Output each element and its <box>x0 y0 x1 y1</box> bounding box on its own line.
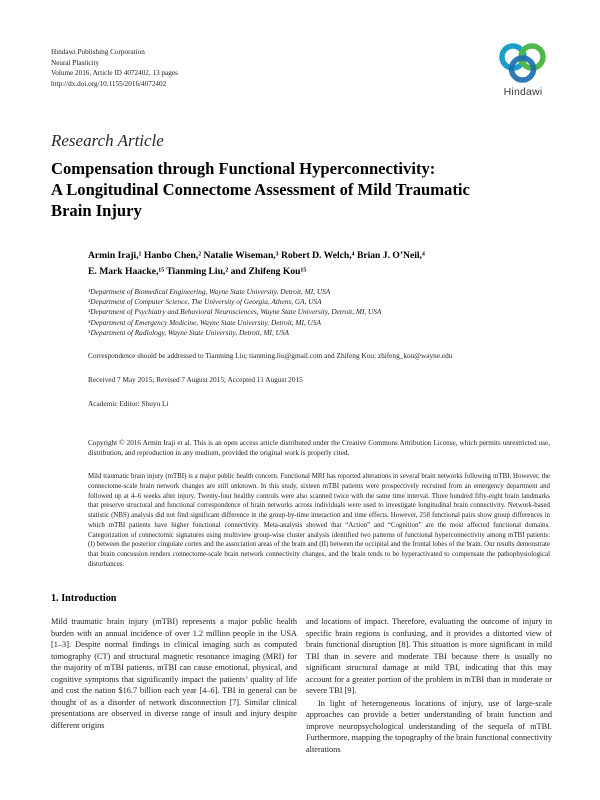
hindawi-logo <box>492 40 554 98</box>
volume-info: Volume 2016, Article ID 4072402, 13 pages <box>51 69 178 77</box>
title-line: Compensation through Functional Hyperconnectivity: <box>51 159 436 178</box>
journal-name: Neural Plasticity <box>51 58 100 67</box>
received-dates: Received 7 May 2015; Revised 7 August 2015; Accepted 11 August 2015 <box>88 375 303 384</box>
title-line: Brain Injury <box>51 201 142 220</box>
academic-editor: Academic Editor: Shuyu Li <box>88 399 169 408</box>
body-paragraph: In light of heterogeneous locations of injury, use of large-scale approaches can provide a better understanding of brain function and improve neuropsychological understanding of the sequela of mTBI. Furthermore, mapping the topography of the brain functional connectivity alterations <box>306 698 552 754</box>
affiliation-list <box>88 287 548 338</box>
author-list <box>88 248 558 279</box>
affiliation-item: ³Department of Psychiatry and Behavioral Neurosciences, Wayne State University, Detroit, MI, USA <box>88 307 382 317</box>
affiliation-item: ¹Department of Biomedical Engineering, Wayne State University, Detroit, MI, USA <box>88 287 331 296</box>
affiliation-item: ⁵Department of Radiology, Wayne State University, Detroit, MI, USA <box>88 327 290 337</box>
affiliation-item: ²Department of Computer Science, The University of Georgia, Athens, GA, USA <box>88 297 322 307</box>
affiliation-item: ⁴Department of Emergency Medicine, Wayne State University, Detroit, MI, USA <box>88 317 321 327</box>
article-type: Research Article <box>51 131 164 150</box>
section-heading: 1. Introduction <box>51 593 117 604</box>
author-line: Armin Iraji,¹ Hanbo Chen,² Natalie Wiseman,³ Robert D. Welch,⁴ Brian J. O’Neil,⁴ <box>88 250 425 261</box>
logo-text: Hindawi <box>503 86 543 98</box>
title-line: A Longitudinal Connectome Assessment of Mild Traumatic <box>51 180 470 199</box>
doi-link[interactable]: http://dx.doi.org/10.1155/2016/4072402 <box>51 79 167 88</box>
copyright-notice: Copyright © 2016 Armin Iraji et al. This is an open access article distributed under the Creative Commons Attribution License, which permits unrestricted use, distribution, and reproduction in any medium, provided the original work is properly cited. <box>88 439 550 457</box>
body-column-left <box>51 616 297 731</box>
paper-title <box>51 158 541 221</box>
author-line: E. Mark Haacke,¹⁵ Tianming Liu,² and Zhifeng Kou¹⁵ <box>88 265 307 277</box>
abstract: Mild traumatic brain injury (mTBI) is a major public health concern. Functional MRI has reported alterations in several brain networks following mTBI. However, the connectome-scale brain network changes are still unknown. In this study, sixteen mTBI patients were prospectively recruited from an emergency department and followed up at 4–6 weeks after injury. Twenty-four healthy controls were also scanned twice with the same time interval. Three hundred fifty-eight brain landmarks that preserve structural and functional correspondence of brain networks across individuals were used to investigate longitudinal brain connectivity. Network-based statistic (NBS) analysis did not find significant difference in the group-by-time interaction and time effects. However, 258 functional pairs show group differences in which mTBI patients have higher functional connectivity. Meta-analysis showed that “Action” and “Cognition” are the most affected functional domains. Categorization of connectomic signatures using multiview group-wise cluster analysis identified two patterns of functional hyperconnectivity among mTBI patients: (I) between the posterior cingulate cortex and the association areas of the brain and (II) between the occipital and the frontal lobes of the brain. Our results demonstrate that brain concussion renders connectome-scale brain network connectivity changes, and the brain tends to be hyperactivated to compensate the pathophysiological disturbances. <box>88 473 550 568</box>
correspondence: Correspondence should be addressed to Tianming Liu; tianming.liu@gmail.com and Zhifeng Kou; zhifeng_kou@wayne.edu <box>88 351 453 360</box>
publisher-name: Hindawi Publishing Corporation <box>51 48 145 56</box>
body-paragraph: and locations of impact. Therefore, evaluating the outcome of injury in specific brain regions is confusing, and it provides a distorted view of brain functional disruption [8]. This situation is more significant in mild TBI than in severe and moderate TBI because there is usually no significant structural damage at mild TBI, indicating that this may account for a greater portion of the problem in mTBI than in moderate or severe TBI [9]. <box>306 617 552 695</box>
body-column-right <box>306 616 552 755</box>
hindawi-logo-icon <box>496 40 550 84</box>
journal-meta <box>51 47 178 89</box>
body-paragraph: Mild traumatic brain injury (mTBI) represents a major public health burden with an annual incidence of over 1.2 million people in the USA [1–3]. Despite normal findings in clinical imaging such as computed tomography (CT) and structural magnetic resonance imaging (MRI) for the majority of mTBI patients, mTBI can cause emotional, physical, and cognitive symptoms that significantly impact the patients’ quality of life and cost the nation $16.7 billion each year [4–6]. TBI in general can be thought of as a disorder of network disconnection [7]. Similar clinical presentations are observed in diverse range of insult and injury despite different origins <box>51 617 297 730</box>
